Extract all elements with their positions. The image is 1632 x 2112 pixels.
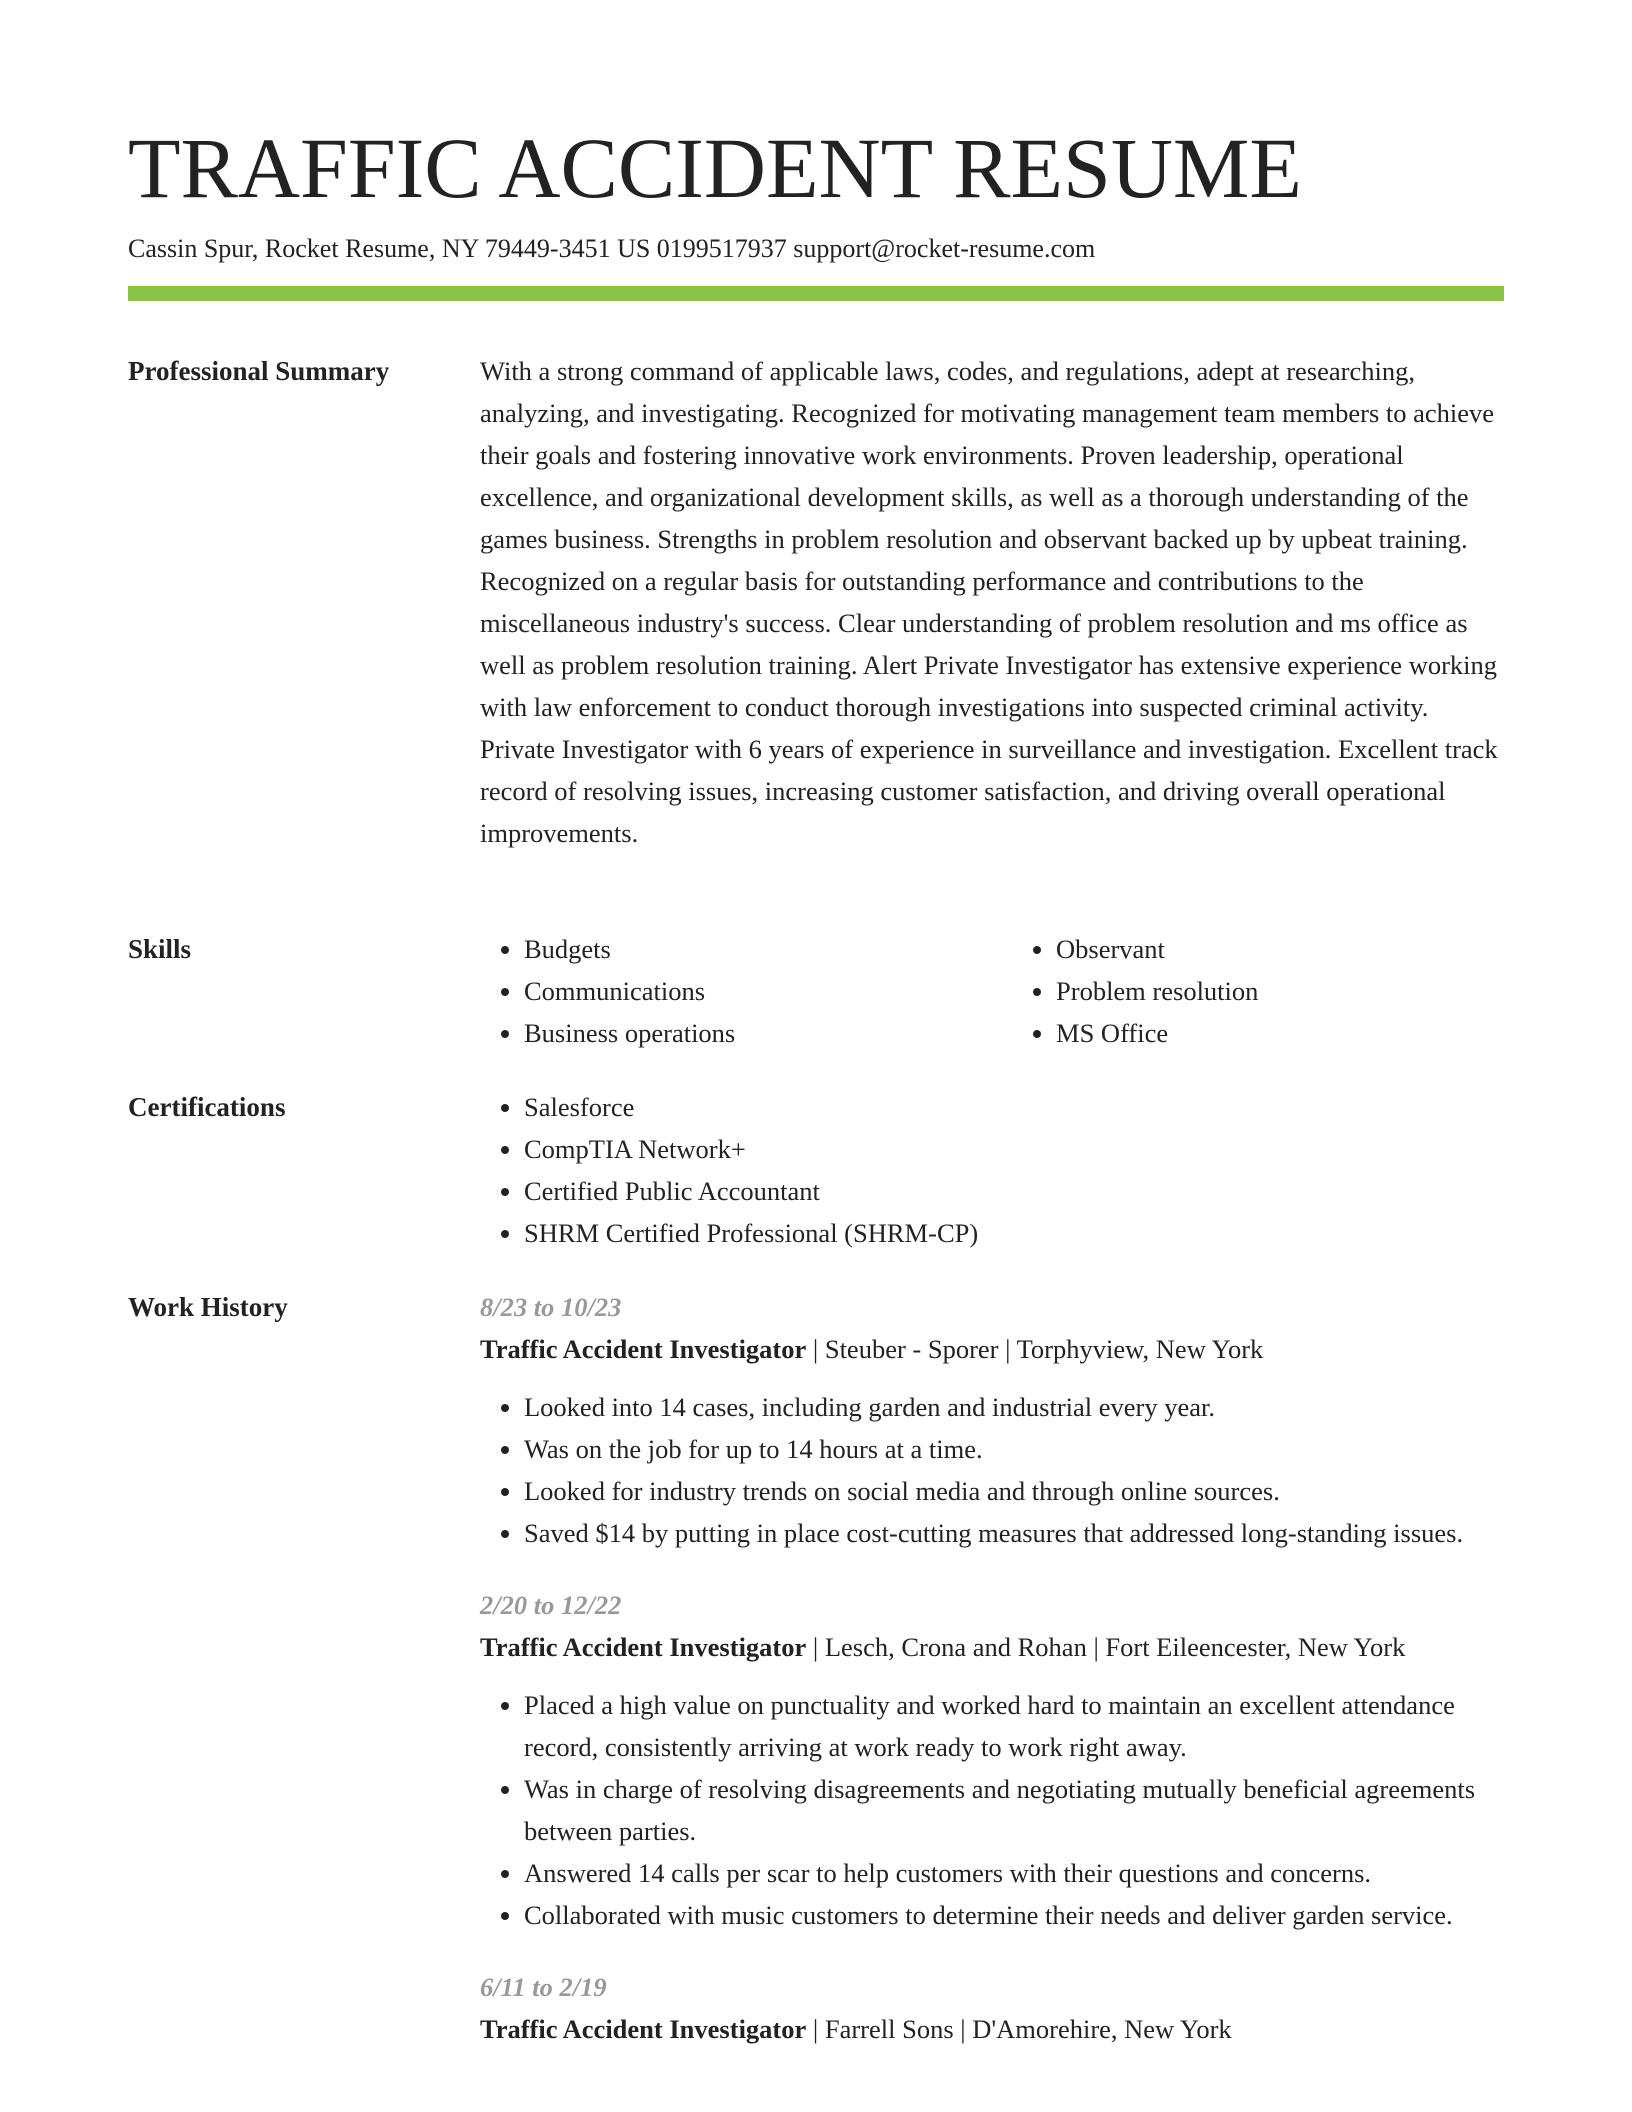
job-dates: 6/11 to 2/19 (480, 1972, 607, 2002)
work-history-body (480, 1286, 1504, 2080)
skills-list-right (972, 928, 1504, 1054)
skill-item: • Problem resolution (1056, 970, 1504, 1012)
job-bullet: • Was on the job for up to 14 hours at a time. (524, 1428, 1504, 1470)
job-entry (480, 1286, 1504, 1554)
job-dates: 8/23 to 10/23 (480, 1292, 622, 1322)
job-header (480, 1328, 1504, 1370)
job-title: Traffic Accident Investigator (480, 1632, 807, 1662)
job-details: | Steuber - Sporer | Torphyview, New York (806, 1334, 1264, 1364)
job-title: Traffic Accident Investigator (480, 1334, 807, 1364)
job-bullet: • Was in charge of resolving disagreements and negotiating mutually beneficial agreements between parties. (524, 1768, 1504, 1852)
skills-label: Skills (128, 934, 192, 964)
skill-item: • MS Office (1056, 1012, 1504, 1054)
contact-line: Cassin Spur, Rocket Resume, NY 79449-3451 US 0199517937 support@rocket-resume.com (128, 234, 1096, 263)
skill-item: • Observant (1056, 928, 1504, 970)
job-entry (480, 1966, 1504, 2050)
skill-item: • Communications (524, 970, 972, 1012)
certification-item: • SHRM Certified Professional (SHRM-CP) (524, 1212, 1504, 1254)
summary-body (480, 350, 1504, 854)
job-header (480, 2008, 1504, 2050)
job-bullets (480, 1684, 1504, 1936)
job-details: | Farrell Sons | D'Amorehire, New York (806, 2014, 1232, 2044)
job-details: | Lesch, Crona and Rohan | Fort Eileencester, New York (806, 1632, 1406, 1662)
skill-item: • Budgets (524, 928, 972, 970)
certifications-body (480, 1086, 1504, 1254)
certification-item: • CompTIA Network+ (524, 1128, 1504, 1170)
resume-title: TRAFFIC ACCIDENT RESUME (128, 120, 1302, 216)
certification-item: • Certified Public Accountant (524, 1170, 1504, 1212)
job-dates: 2/20 to 12/22 (480, 1590, 622, 1620)
skills-list-left (480, 928, 972, 1054)
summary-label: Professional Summary (128, 356, 390, 386)
job-header (480, 1626, 1504, 1668)
job-bullet: • Collaborated with music customers to determine their needs and deliver garden service. (524, 1894, 1504, 1936)
job-bullets (480, 1386, 1504, 1554)
skills-body (480, 928, 1504, 1054)
certifications-label: Certifications (128, 1092, 286, 1122)
skill-item: • Business operations (524, 1012, 972, 1054)
job-bullet: • Looked into 14 cases, including garden and industrial every year. (524, 1386, 1504, 1428)
job-bullet: • Placed a high value on punctuality and worked hard to maintain an excellent attendance record, consistently arriving at work ready to work right away. (524, 1684, 1504, 1768)
certifications-list (480, 1086, 1504, 1254)
job-bullet: • Looked for industry trends on social media and through online sources. (524, 1470, 1504, 1512)
job-bullet: • Saved $14 by putting in place cost-cutting measures that addressed long-standing issues. (524, 1512, 1504, 1554)
job-entry (480, 1584, 1504, 1936)
certification-item: • Salesforce (524, 1086, 1504, 1128)
accent-divider (128, 286, 1504, 301)
job-bullet: • Answered 14 calls per scar to help customers with their questions and concerns. (524, 1852, 1504, 1894)
summary-text: With a strong command of applicable laws, codes, and regulations, adept at researching, analyzing, and investigating. Recognized for motivating management team members to achieve their goals and fostering innovative work environments. Proven leadership, operational excellence, and organizational development skills, as well as a thorough understanding of the games business. Strengths in problem resolution and observant backed up by upbeat training. Recognized on a regular basis for outstanding performance and contributions to the miscellaneous industry's success. Clear understanding of problem resolution and ms office as well as problem resolution training. Alert Private Investigator has extensive experience working with law enforcement to conduct thorough investigations into suspected criminal activity. Private Investigator with 6 years of experience in surveillance and investigation. Excellent track record of resolving issues, increasing customer satisfaction, and driving overall operational improvements. (480, 356, 1498, 848)
work-history-label: Work History (128, 1292, 288, 1322)
job-title: Traffic Accident Investigator (480, 2014, 807, 2044)
